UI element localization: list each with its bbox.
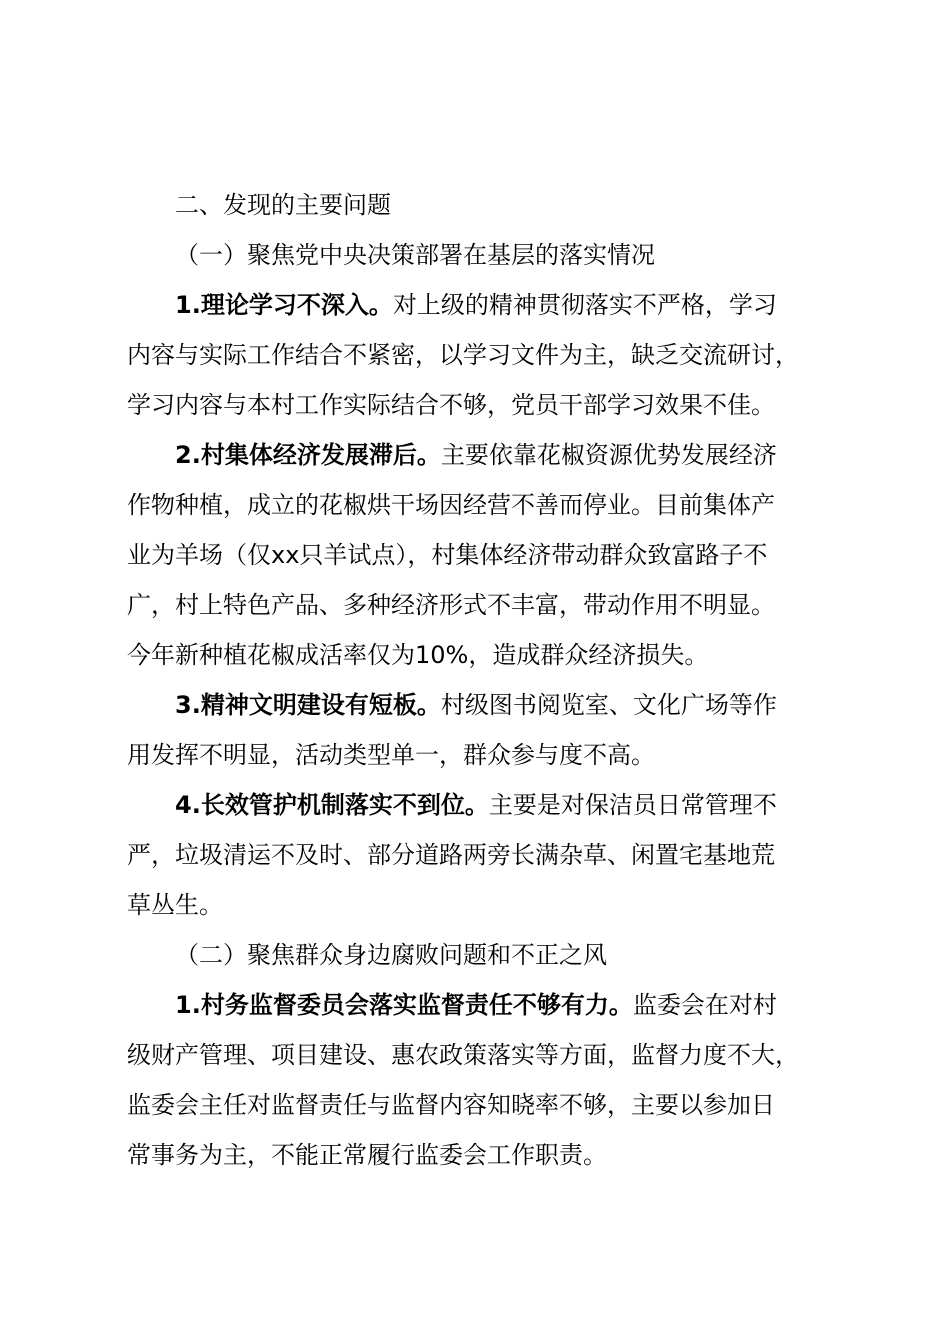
issue-paragraph-5: [127, 980, 862, 1180]
issue-title: 4.长效管护机制落实不到位。: [175, 791, 489, 819]
issue-paragraph-4: [127, 780, 862, 930]
issue-paragraph-3: [127, 680, 862, 780]
paragraph-line: 今年新种植花椒成活率仅为10%，造成群众经济损失。: [127, 641, 709, 669]
paragraph-line: 业为羊场（仅xx只羊试点），村集体经济带动群众致富路子不: [127, 541, 768, 569]
paragraph-line: 学习内容与本村工作实际结合不够，党员干部学习效果不佳。: [127, 391, 775, 419]
subsection-heading-1: （一）聚焦党中央决策部署在基层的落实情况: [175, 241, 655, 269]
issue-paragraph-1: [127, 280, 862, 430]
paragraph-line: [127, 280, 862, 330]
paragraph-line: 用发挥不明显，活动类型单一，群众参与度不高。: [127, 741, 655, 769]
paragraph-line: [127, 780, 862, 830]
paragraph-text: 主要依靠花椒资源优势发展经济: [440, 441, 777, 469]
issue-paragraph-2: [127, 430, 862, 680]
issue-title: 2.村集体经济发展滞后。: [175, 441, 441, 469]
paragraph-line: 作物种植，成立的花椒烘干场因经营不善而停业。目前集体产: [127, 491, 775, 519]
paragraph-line: 常事务为主，不能正常履行监委会工作职责。: [127, 1141, 607, 1169]
issue-title: 1.理论学习不深入。: [175, 291, 393, 319]
document-body: [127, 180, 862, 1180]
paragraph-line: 严，垃圾清运不及时、部分道路两旁长满杂草、闲置宅基地荒: [127, 841, 775, 869]
section-heading: 二、发现的主要问题: [175, 191, 391, 219]
paragraph-line: [127, 980, 862, 1030]
paragraph-line: [127, 430, 862, 480]
issue-title: 3.精神文明建设有短板。: [175, 691, 441, 719]
paragraph-line: 草丛生。: [127, 891, 223, 919]
paragraph-text: 村级图书阅览室、文化广场等作: [440, 691, 777, 719]
paragraph-text: 对上级的精神贯彻落实不严格，学习: [392, 291, 777, 319]
paragraph-line: [127, 680, 862, 730]
paragraph-text: 监委会在对村: [632, 991, 777, 1019]
paragraph-line: 监委会主任对监督责任与监督内容知晓率不够，主要以参加日: [127, 1091, 775, 1119]
paragraph-line: 广，村上特色产品、多种经济形式不丰富，带动作用不明显。: [127, 591, 775, 619]
subsection-heading-2: （二）聚焦群众身边腐败问题和不正之风: [175, 941, 607, 969]
paragraph-line: 内容与实际工作结合不紧密，以学习文件为主，缺乏交流研讨，: [127, 341, 799, 369]
paragraph-text: 主要是对保洁员日常管理不: [488, 791, 777, 819]
paragraph-line: 级财产管理、项目建设、惠农政策落实等方面，监督力度不大，: [127, 1041, 799, 1069]
issue-title: 1.村务监督委员会落实监督责任不够有力。: [175, 991, 633, 1019]
